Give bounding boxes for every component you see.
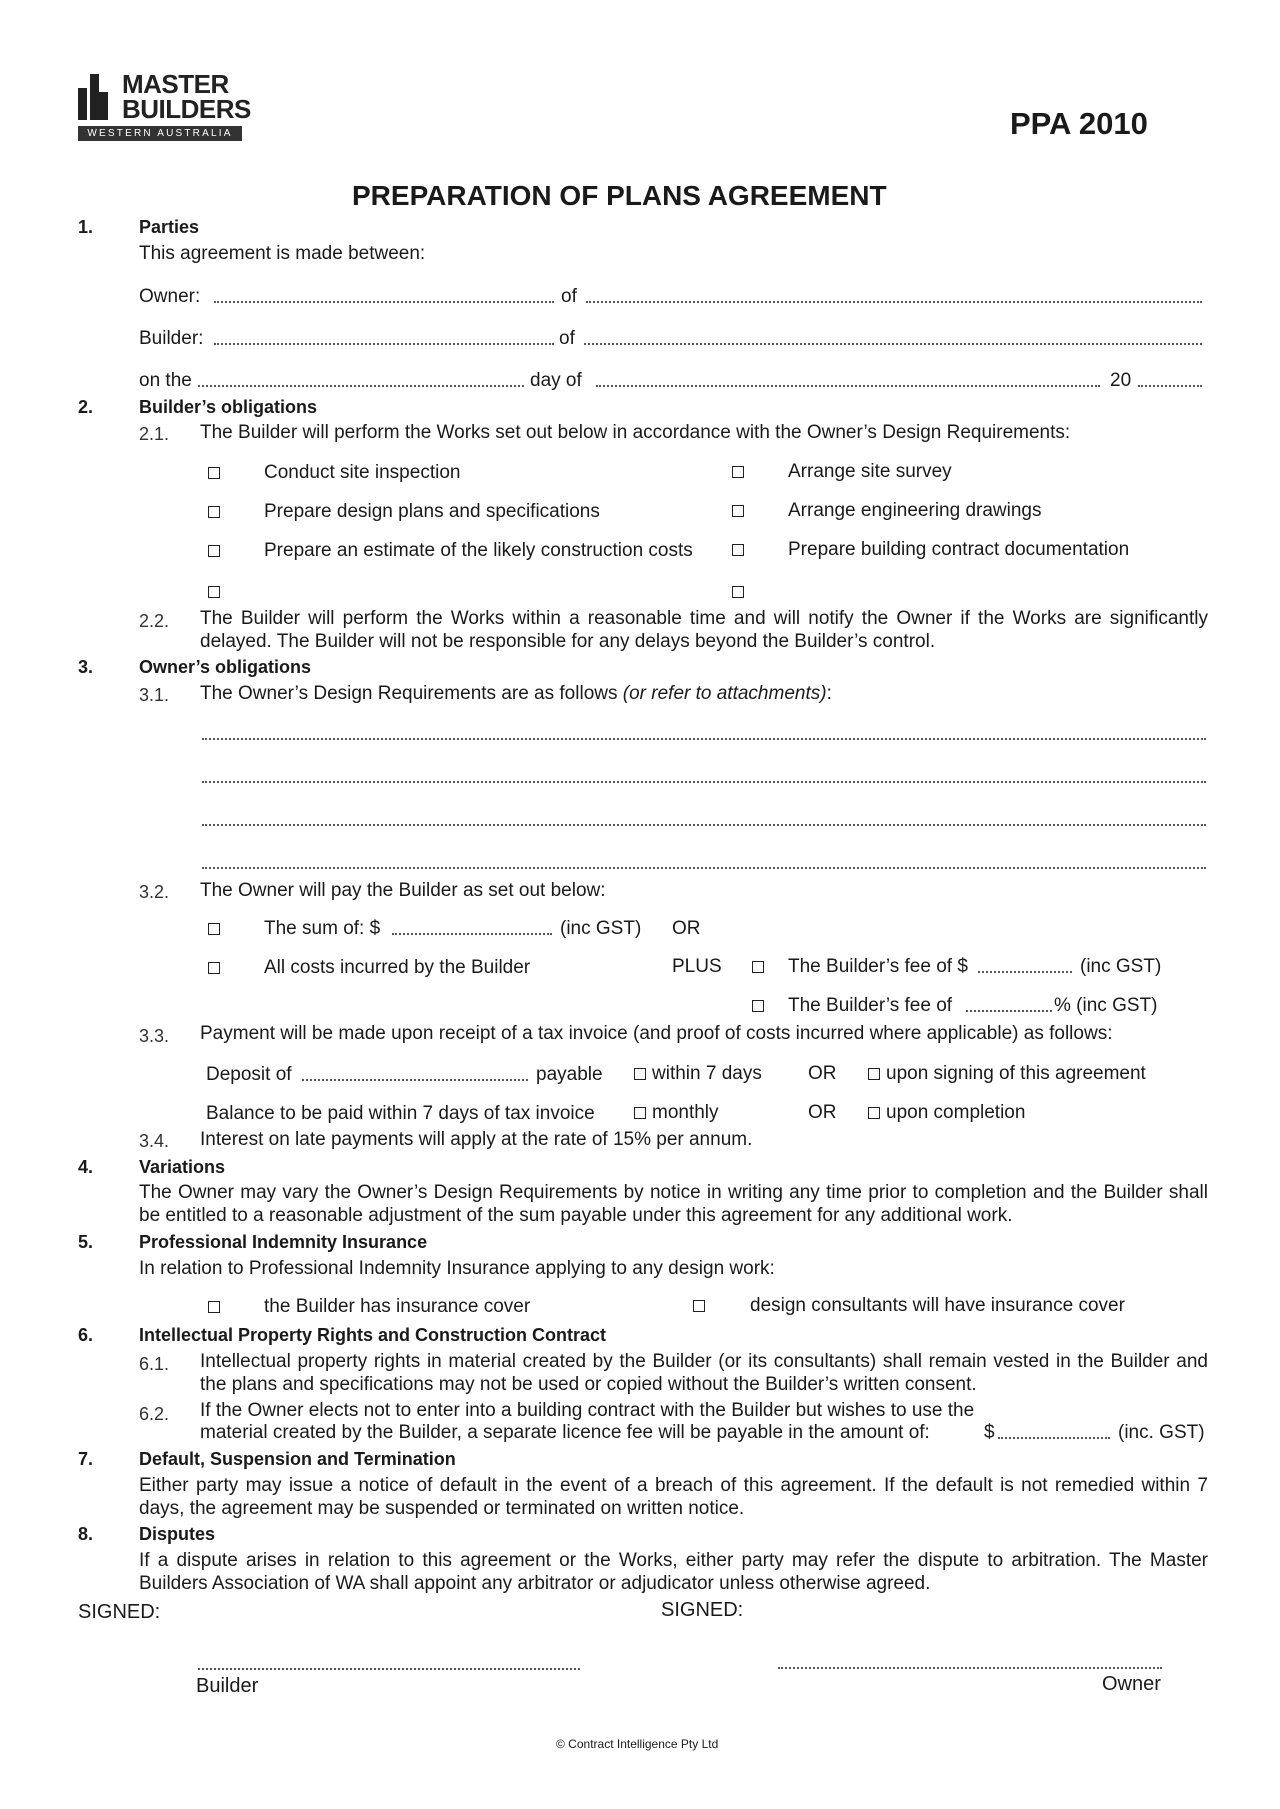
checkbox-consultant-insurance[interactable] (693, 1300, 705, 1312)
clause-6-1-text: Intellectual property rights in material created by the Builder (or its consultants) shall remain vested in the Builder and the plans and specifications may not be used or copied without the Builder’s written consent. (200, 1351, 1208, 1395)
checkbox-site-inspection[interactable] (208, 467, 220, 479)
builder-label: Builder: (139, 328, 204, 349)
checkbox-icon[interactable] (868, 1107, 880, 1119)
owner-of-label: of (561, 286, 577, 307)
work-item-right: Prepare building contract documentation (788, 539, 1130, 560)
owner-address-field[interactable] (586, 301, 1202, 303)
clause-3-1-number: 3.1. (139, 685, 170, 705)
owner-label: Owner: (139, 286, 201, 307)
logo-band: WESTERN AUSTRALIA (78, 126, 242, 141)
clause-3-1-text: The Owner’s Design Requirements are as follows (or refer to attachments): (200, 683, 832, 704)
clause-6-2-number: 6.2. (139, 1404, 170, 1424)
section-5-number: 5. (78, 1232, 94, 1252)
checkbox-design-plans[interactable] (208, 506, 220, 518)
work-item-left: Prepare design plans and specifications (264, 501, 600, 522)
fee-percent-field[interactable] (966, 1010, 1052, 1012)
section-3-heading: Owner’s obligations (139, 657, 312, 677)
payable-label: payable (536, 1064, 603, 1085)
clause-6-2-line-2: material created by the Builder, a separate licence fee will be payable in the amount of: (200, 1422, 930, 1443)
copyright-footer: © Contract Intelligence Pty Ltd (556, 1737, 719, 1751)
option-monthly[interactable]: monthly (634, 1102, 719, 1124)
master-builders-logo-icon (78, 74, 108, 120)
design-requirements-line[interactable] (202, 824, 1206, 826)
on-the-label: on the (139, 370, 192, 391)
document-code: PPA 2010 (1010, 106, 1148, 141)
builder-signature-caption: Builder (196, 1675, 259, 1697)
work-item-left: Prepare an estimate of the likely construction costs (264, 540, 693, 561)
fee-percent-suffix: % (inc GST) (1054, 995, 1158, 1016)
year-field[interactable] (1138, 385, 1202, 387)
checkbox-fixed-sum[interactable] (208, 923, 220, 935)
variations-text: The Owner may vary the Owner’s Design Requirements by notice in writing any time prior to completion and the Builder shall be entitled to a reasonable adjustment of the sum payable under this agreement for any additional work. (139, 1182, 1208, 1226)
clause-6-1-number: 6.1. (139, 1354, 170, 1374)
or-label: OR (808, 1102, 837, 1123)
section-2-number: 2. (78, 397, 94, 417)
checkbox-engineering-drawings[interactable] (732, 505, 744, 517)
clause-2-1-text: The Builder will perform the Works set out below in accordance with the Owner’s Design Requirements: (200, 422, 1071, 443)
all-costs-label: All costs incurred by the Builder (264, 957, 531, 978)
section-4-number: 4. (78, 1157, 94, 1177)
checkbox-cost-estimate[interactable] (208, 545, 220, 557)
checkbox-all-costs[interactable] (208, 962, 220, 974)
month-field[interactable] (596, 385, 1100, 387)
checkbox-icon[interactable] (868, 1068, 880, 1080)
builder-address-field[interactable] (584, 343, 1202, 345)
option-upon-signing[interactable]: upon signing of this agreement (868, 1063, 1146, 1085)
clause-2-2-number: 2.2. (139, 611, 170, 631)
design-requirements-line[interactable] (202, 738, 1206, 740)
or-label: OR (672, 918, 701, 939)
balance-label: Balance to be paid within 7 days of tax invoice (206, 1103, 595, 1124)
section-1-number: 1. (78, 217, 94, 237)
plus-label: PLUS (672, 956, 722, 977)
page-title: PREPARATION OF PLANS AGREEMENT (352, 180, 887, 211)
fee-percent-label: The Builder’s fee of (788, 995, 953, 1016)
clause-3-4-number: 3.4. (139, 1131, 170, 1151)
section-1-heading: Parties (139, 217, 200, 237)
checkbox-site-survey[interactable] (732, 466, 744, 478)
deposit-amount-field[interactable] (302, 1079, 528, 1081)
owner-signature-caption: Owner (1102, 1673, 1161, 1695)
section-3-number: 3. (78, 657, 94, 677)
licence-fee-gst: (inc. GST) (1118, 1422, 1205, 1443)
design-requirements-line[interactable] (202, 781, 1206, 783)
sum-amount-field[interactable] (392, 933, 552, 935)
clause-2-1-number: 2.1. (139, 424, 170, 444)
clause-3-2-text: The Owner will pay the Builder as set out below: (200, 880, 606, 901)
deposit-of-label: Deposit of (206, 1064, 292, 1085)
section-8-heading: Disputes (139, 1524, 216, 1544)
checkbox-fee-dollar[interactable] (752, 961, 764, 973)
checkbox-icon[interactable] (634, 1068, 646, 1080)
checkbox-blank-left[interactable] (208, 586, 220, 598)
clause-3-3-text: Payment will be made upon receipt of a tax invoice (and proof of costs incurred where applicable) as follows: (200, 1023, 1113, 1044)
clause-3-4-text: Interest on late payments will apply at the rate of 15% per annum. (200, 1129, 753, 1150)
day-of-label: day of (530, 370, 582, 391)
section-7-heading: Default, Suspension and Termination (139, 1449, 456, 1469)
checkbox-builder-insurance[interactable] (208, 1301, 220, 1313)
work-item-left: Conduct site inspection (264, 462, 461, 483)
logo-wordmark: MASTER BUILDERS (122, 69, 251, 124)
section-2-heading: Builder’s obligations (139, 397, 318, 417)
sum-of-label: The sum of: $ (264, 918, 381, 939)
disputes-text: If a dispute arises in relation to this agreement or the Works, either party may refer the dispute to arbitration. The Master Builders Association of WA shall appoint any arbitrator or adjudicator unless otherwise agreed. (139, 1550, 1208, 1594)
or-label: OR (808, 1063, 837, 1084)
clause-3-2-number: 3.2. (139, 882, 170, 902)
signed-label-owner: SIGNED: (661, 1599, 744, 1621)
work-item-right: Arrange engineering drawings (788, 500, 1042, 521)
checkbox-blank-right[interactable] (732, 586, 744, 598)
checkbox-fee-percent[interactable] (752, 1000, 764, 1012)
section-6-heading: Intellectual Property Rights and Construction Contract (139, 1325, 607, 1345)
owner-name-field[interactable] (214, 301, 554, 303)
parties-intro: This agreement is made between: (139, 243, 426, 264)
fee-inc-gst: (inc GST) (1080, 956, 1162, 977)
year-prefix: 20 (1110, 370, 1132, 391)
signed-label-builder: SIGNED: (78, 1601, 161, 1623)
insurance-option-consultants: design consultants will have insurance cover (750, 1295, 1125, 1316)
design-requirements-line[interactable] (202, 867, 1206, 869)
insurance-intro: In relation to Professional Indemnity Insurance applying to any design work: (139, 1258, 775, 1279)
option-upon-completion[interactable]: upon completion (868, 1102, 1025, 1124)
option-within-7-days[interactable]: within 7 days (634, 1063, 762, 1085)
section-5-heading: Professional Indemnity Insurance (139, 1232, 428, 1252)
insurance-option-builder: the Builder has insurance cover (264, 1296, 531, 1317)
builder-signature-line[interactable] (198, 1668, 580, 1670)
owner-signature-line[interactable] (778, 1667, 1162, 1669)
section-4-heading: Variations (139, 1157, 226, 1177)
fee-dollar-field[interactable] (978, 971, 1072, 973)
sum-inc-gst: (inc GST) (560, 918, 642, 939)
fee-dollar-label: The Builder’s fee of $ (788, 956, 968, 977)
clause-6-2-line-1: If the Owner elects not to enter into a building contract with the Builder but wishes to use the (200, 1400, 975, 1421)
default-text: Either party may issue a notice of default in the event of a breach of this agreement. If the default is not remedied within 7 days, the agreement may be suspended or terminated on written notice. (139, 1475, 1208, 1519)
section-7-number: 7. (78, 1449, 94, 1469)
checkbox-icon[interactable] (634, 1107, 646, 1119)
licence-fee-dollar: $ (984, 1422, 995, 1443)
day-field[interactable] (198, 385, 524, 387)
section-8-number: 8. (78, 1524, 94, 1544)
builder-name-field[interactable] (214, 343, 554, 345)
clause-3-3-number: 3.3. (139, 1026, 170, 1046)
checkbox-contract-documentation[interactable] (732, 544, 744, 556)
work-item-right: Arrange site survey (788, 461, 952, 482)
licence-fee-field[interactable] (998, 1437, 1110, 1439)
builder-of-label: of (559, 328, 575, 349)
section-6-number: 6. (78, 1325, 94, 1345)
clause-2-2-text: The Builder will perform the Works within a reasonable time and will notify the Owner if the Works are significantly delayed. The Builder will not be responsible for any delays beyond the Builder’s control. (200, 608, 1208, 652)
